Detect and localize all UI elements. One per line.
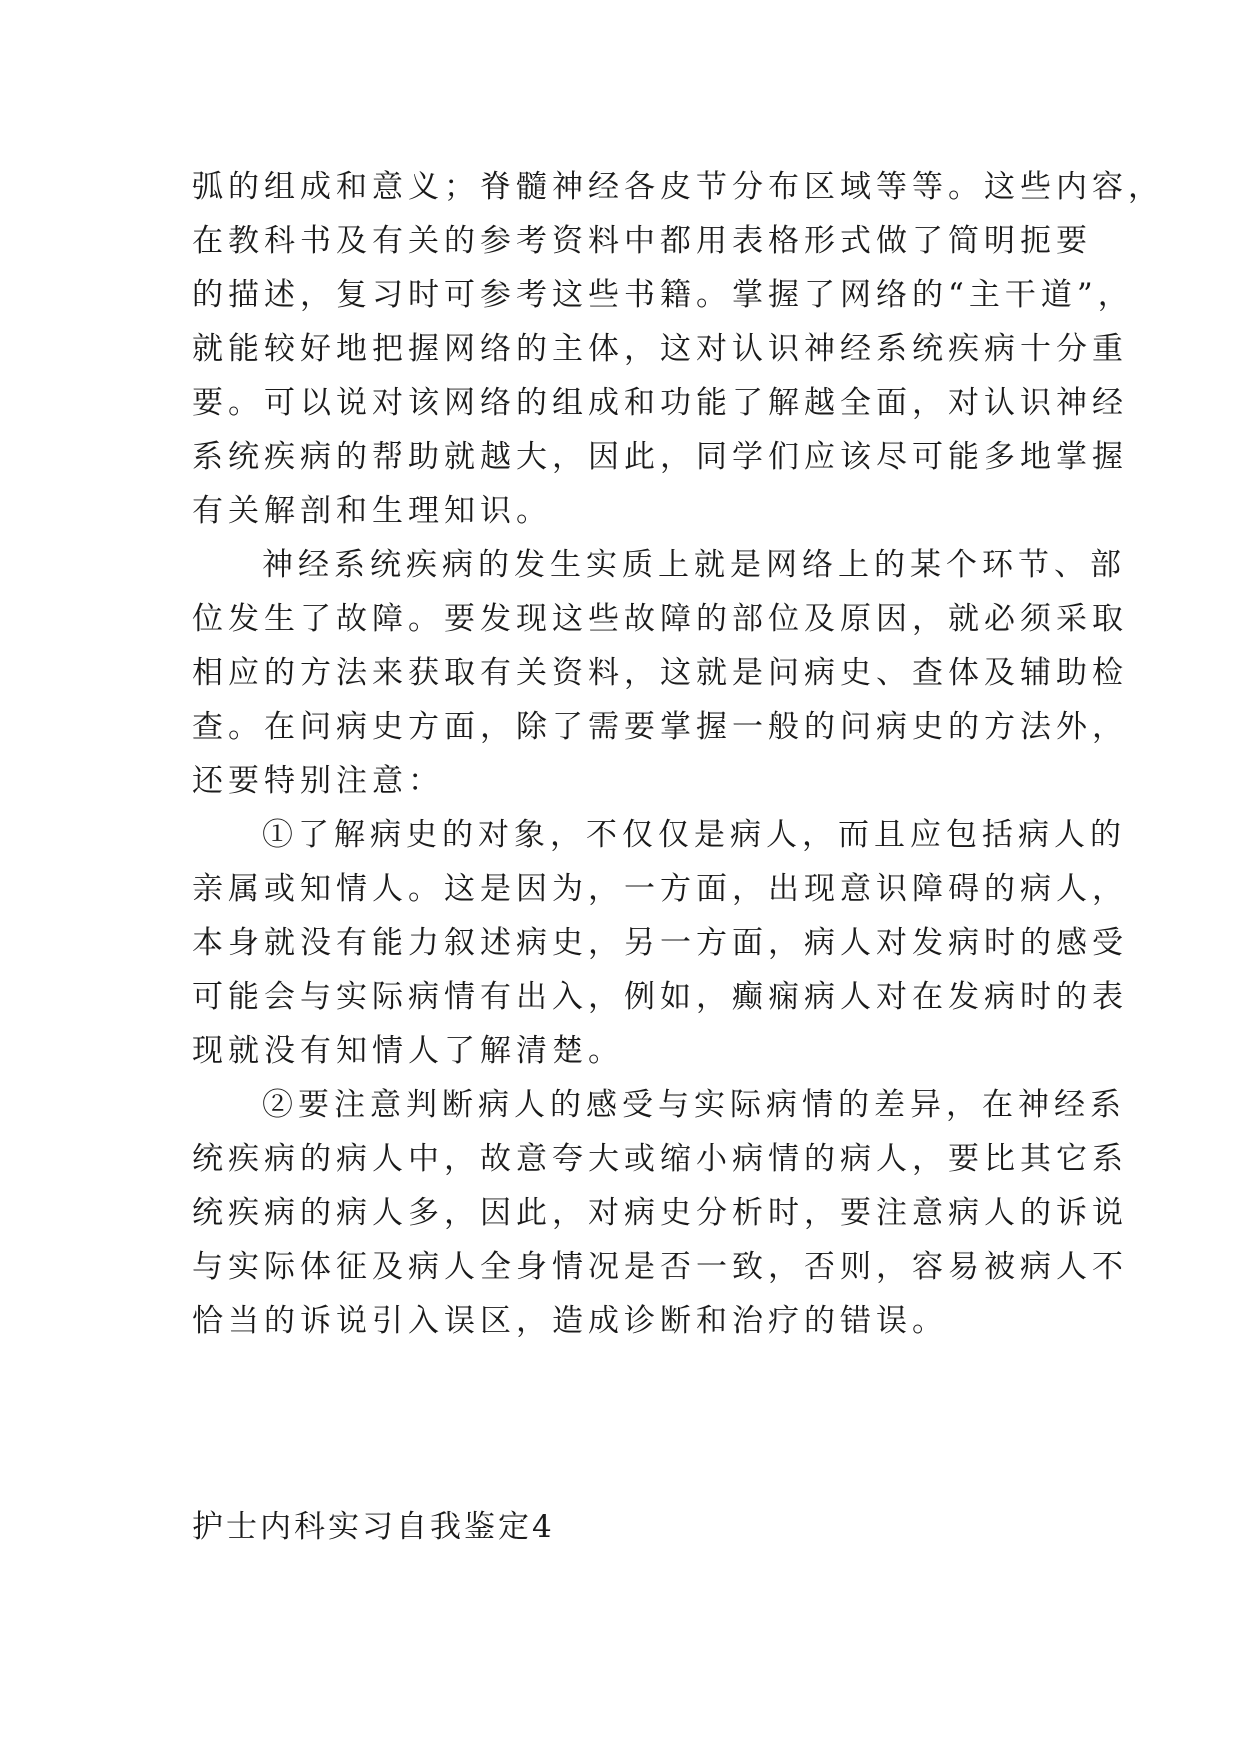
paragraph-line: 相应的方法来获取有关资料，这就是问病史、查体及辅助检 (192, 655, 1128, 691)
paragraph-line: 要。可以说对该网络的组成和功能了解越全面，对认识神经 (192, 385, 1128, 421)
paragraph-line: 统疾病的病人多，因此，对病史分析时，要注意病人的诉说 (192, 1195, 1128, 1231)
paragraph-line: 与实际体征及病人全身情况是否一致，否则，容易被病人不 (192, 1249, 1128, 1285)
section-heading: 护士内科实习自我鉴定4 (192, 1509, 555, 1545)
paragraph-line: 现就没有知情人了解清楚。 (192, 1033, 624, 1069)
paragraph-line: 统疾病的病人中，故意夸大或缩小病情的病人，要比其它系 (192, 1141, 1128, 1177)
paragraph-line: ②要注意判断病人的感受与实际病情的差异，在神经系 (262, 1087, 1126, 1123)
paragraph-line: 有关解剖和生理知识。 (192, 493, 552, 529)
paragraph-line: 可能会与实际病情有出入，例如，癫痫病人对在发病时的表 (192, 979, 1128, 1015)
paragraph-line: 本身就没有能力叙述病史，另一方面，病人对发病时的感受 (192, 925, 1128, 961)
paragraph-line: 还要特别注意： (192, 763, 444, 799)
paragraph-line: 恰当的诉说引入误区，造成诊断和治疗的错误。 (192, 1303, 948, 1339)
body-text (192, 160, 1164, 1348)
paragraph-line: ①了解病史的对象，不仅仅是病人，而且应包括病人的 (262, 817, 1126, 853)
paragraph-line: 查。在问病史方面，除了需要掌握一般的问病史的方法外， (192, 709, 1128, 745)
paragraph-line: 弧的组成和意义；脊髓神经各皮节分布区域等等。这些内容， (192, 169, 1164, 205)
paragraph-line: 神经系统疾病的发生实质上就是网络上的某个环节、部 (262, 547, 1126, 583)
paragraph-line: 的描述，复习时可参考这些书籍。掌握了网络的“主干道”， (192, 277, 1134, 313)
paragraph-line: 亲属或知情人。这是因为，一方面，出现意识障碍的病人， (192, 871, 1128, 907)
paragraph-line: 在教科书及有关的参考资料中都用表格形式做了简明扼要 (192, 223, 1092, 259)
paragraph-line: 就能较好地把握网络的主体，这对认识神经系统疾病十分重 (192, 331, 1128, 367)
paragraph-line: 系统疾病的帮助就越大，因此，同学们应该尽可能多地掌握 (192, 439, 1128, 475)
paragraph-line: 位发生了故障。要发现这些故障的部位及原因，就必须采取 (192, 601, 1128, 637)
